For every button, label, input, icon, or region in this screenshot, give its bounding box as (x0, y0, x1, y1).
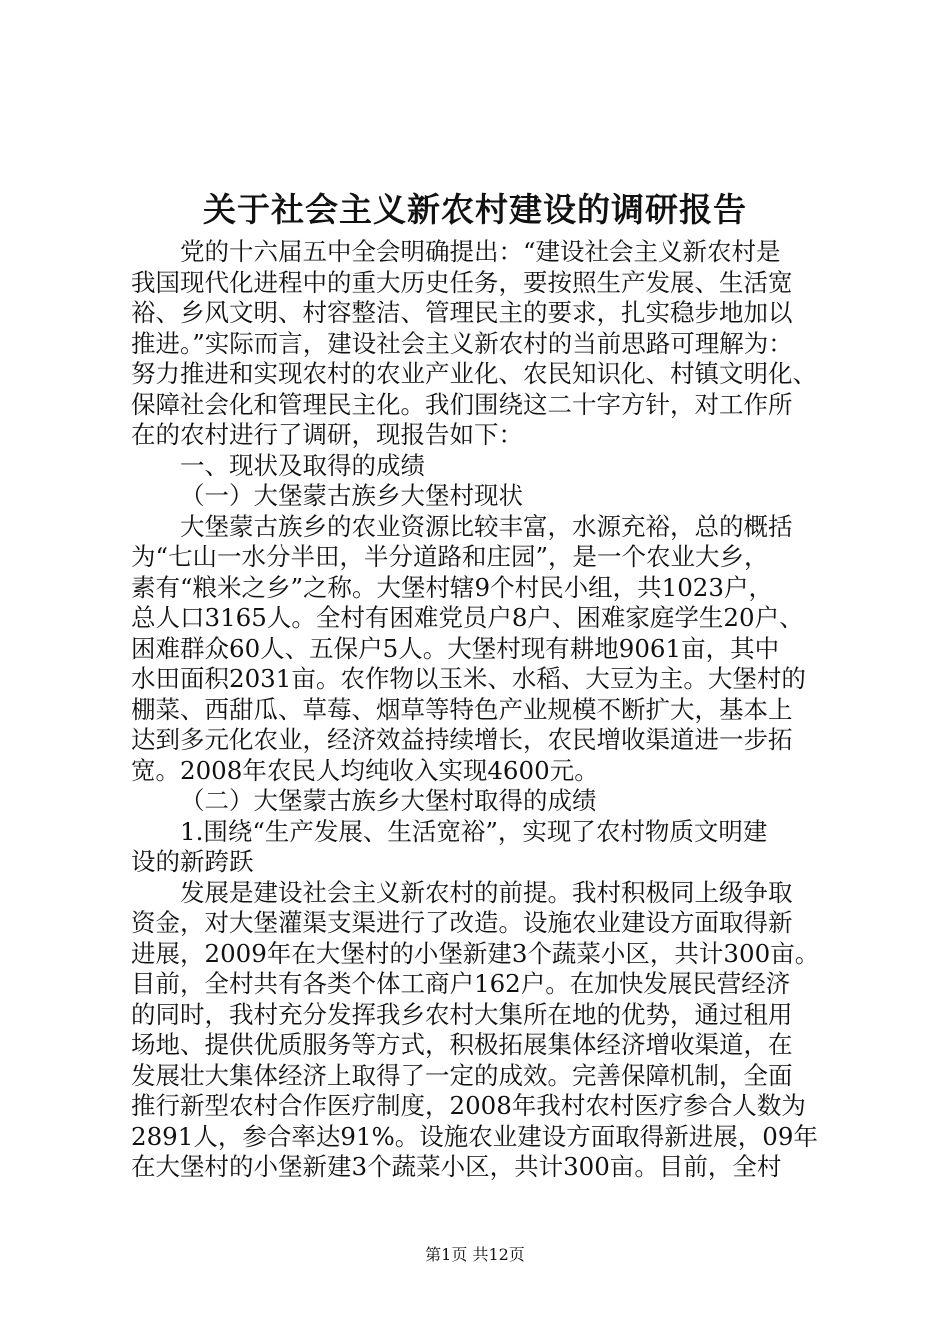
body-line: 2891人，参合率达91%。设施农业建设方面取得新进展，09年 (131, 1121, 818, 1151)
body-line: 保障社会化和管理民主化。我们围绕这二十字方针，对工作所 (131, 389, 793, 419)
body-line: 推进。”实际而言，建设社会主义新农村的当前思路可理解为： (131, 328, 793, 358)
body-line: 宽。2008年农民人均纯收入实现4600元。 (131, 755, 599, 785)
body-line: 努力推进和实现农村的农业产业化、农民知识化、村镇文明化、 (131, 359, 817, 388)
body-line: 的同时，我村充分发挥我乡农村大集所在地的优势，通过租用 (131, 999, 793, 1029)
page-footer: 第1页 共12页 (425, 1245, 525, 1264)
body-line: 大堡蒙古族乡的农业资源比较丰富，水源充裕，总的概括 (180, 511, 793, 541)
body-line: 裕、乡风文明、村容整洁、管理民主的要求，扎实稳步地加以 (131, 298, 793, 327)
subsection-heading: （二）大堡蒙古族乡大堡村取得的成绩 (180, 786, 597, 815)
document-title: 关于社会主义新农村建设的调研报告 (203, 190, 747, 229)
body-line: 发展是建设社会主义新农村的前提。我村积极同上级争取 (180, 877, 793, 907)
body-line: 为“七山一水分半田，半分道路和庄园”，是一个农业大乡， (131, 542, 769, 571)
section-heading: 一、现状及取得的成绩 (180, 450, 425, 480)
body-line: 困难群众60人、五保户5人。大堡村现有耕地9061亩，其中 (131, 633, 780, 663)
body-line: 在大堡村的小堡新建3个蔬菜小区，共计300亩。目前，全村 (131, 1152, 782, 1181)
item-heading-continued: 设的新跨跃 (131, 847, 254, 876)
body-line: 推行新型农村合作医疗制度，2008年我村农村医疗参合人数为 (131, 1091, 806, 1120)
item-heading: 1.围绕“生产发展、生活宽裕”，实现了农村物质文明建 (180, 816, 768, 846)
document-body (131, 237, 831, 1183)
body-line: 总人口3165人。全村有困难党员户8户、困难家庭学生20户、 (131, 603, 804, 632)
body-line: 棚菜、西甜瓜、草莓、烟草等特色产业规模不断扩大，基本上 (131, 694, 793, 724)
body-line: 进展，2009年在大堡村的小堡新建3个蔬菜小区，共计300亩。 (131, 938, 820, 968)
body-line: 水田面积2031亩。农作物以玉米、水稻、大豆为主。大堡村的 (131, 664, 806, 693)
body-line: 发展壮大集体经济上取得了一定的成效。完善保障机制，全面 (131, 1060, 793, 1090)
body-line: 目前，全村共有各类个体工商户162户。在加快发展民营经济 (131, 969, 791, 998)
body-line: 场地、提供优质服务等方式，积极拓展集体经济增收渠道，在 (131, 1030, 793, 1059)
body-line: 党的十六届五中全会明确提出：“建设社会主义新农村是 (180, 237, 781, 266)
body-line: 在的农村进行了调研，现报告如下： (131, 420, 523, 449)
body-line: 我国现代化进程中的重大历史任务，要按照生产发展、生活宽 (131, 267, 793, 297)
body-line: 达到多元化农业，经济效益持续增长，农民增收渠道进一步拓 (131, 725, 793, 754)
body-line: 资金，对大堡灌渠支渠进行了改造。设施农业建设方面取得新 (131, 908, 793, 937)
subsection-heading: （一）大堡蒙古族乡大堡村现状 (180, 481, 523, 510)
body-line: 素有“粮米之乡”之称。大堡村辖9个村民小组，共1023户， (131, 572, 773, 602)
